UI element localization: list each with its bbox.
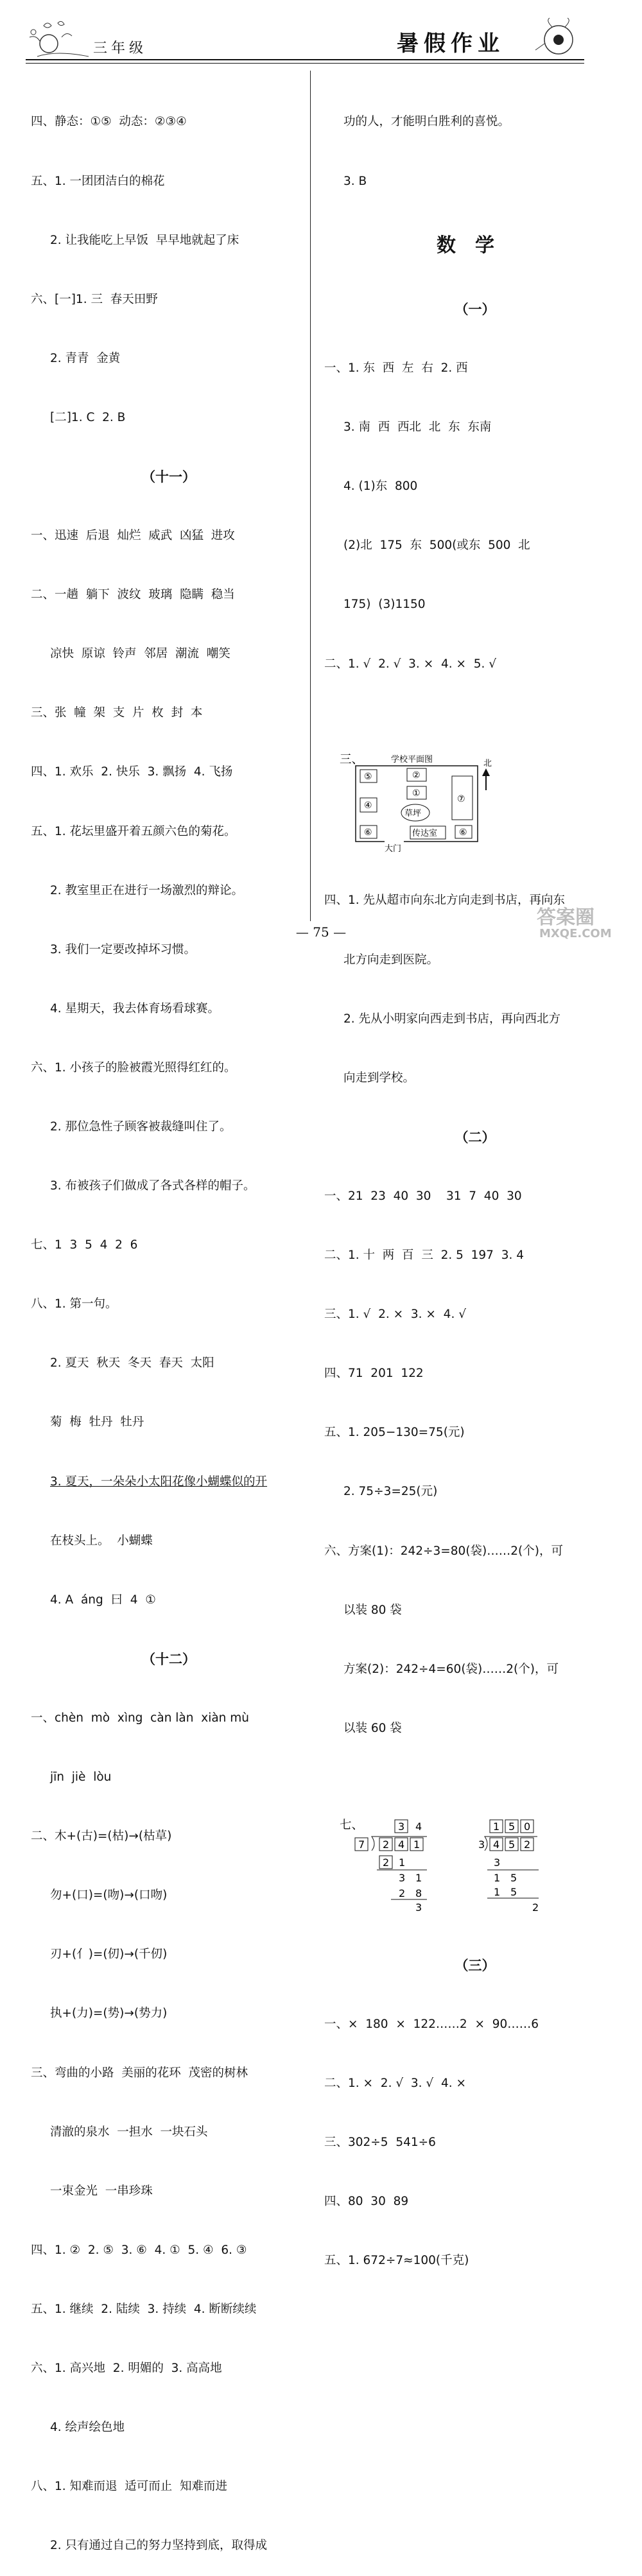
answer-line: 五、1. 继续 2. 陆续 3. 持续 4. 断断续续 (31, 2302, 257, 2316)
step-digit: 2 (398, 1887, 405, 1900)
answer-line: 三、1. √ 2. × 3. × 4. √ (324, 1308, 466, 1322)
bee-decoration-icon (533, 18, 584, 59)
quotient-digit: 3 (397, 1820, 404, 1833)
answer-line: 4. 绘声绘色地 (50, 2421, 125, 2435)
answer-line: 五、1. 672÷7≈100(千克) (324, 2254, 469, 2268)
answer-line: 4. (1)东 800 (343, 480, 418, 494)
left-column (31, 73, 307, 2576)
answer-line: 2. 75÷3=25(元) (343, 1485, 438, 1499)
answer-line: (2)北 175 东 500(或东 500 北 (343, 539, 530, 553)
school-map (340, 753, 641, 852)
flower-decoration-icon (24, 18, 89, 59)
dividend-digit: 2 (523, 1838, 530, 1851)
long-division-figure (324, 1798, 626, 1914)
answer-line: 功的人，才能明白胜利的喜悦。 (343, 115, 510, 129)
answer-line: 在枝头上。 小蝴蝶 (50, 1534, 153, 1548)
answer-line: 六、1. 小孩子的脸被霞光照得红红的。 (31, 1060, 236, 1075)
map-number: ⑥ (363, 827, 372, 838)
math-heading: 数学 (437, 234, 514, 257)
answer-line: 清澈的泉水 一担水 一块石头 (50, 2125, 208, 2139)
answer-line: 五、1. 花坛里盛开着五颜六色的菊花。 (31, 824, 236, 838)
answer-line: 3. 夏天，一朵朵小太阳花像小蝴蝶似的开 (50, 1474, 268, 1489)
map-gate-label: 大门 (384, 844, 401, 854)
quotient-digit: 5 (508, 1820, 515, 1833)
step-digit: 8 (415, 1887, 422, 1900)
book-title: 暑假作业 (397, 31, 505, 56)
answer-line: 六、[一]1. 三 春天田野 (31, 292, 158, 306)
answer-line: 3. 我们一定要改掉坏习惯。 (50, 942, 196, 956)
right-column (324, 73, 626, 2291)
answer-line: 四、71 201 122 (324, 1367, 424, 1381)
grade-label: 三年级 (93, 40, 148, 56)
step-digit: 3 (398, 1872, 405, 1885)
answer-line: 4. 星期天，我去体育场看球赛。 (50, 1001, 220, 1016)
answer-line: 六、1. 高兴地 2. 明媚的 3. 高高地 (31, 2361, 222, 2375)
map-north-label: 北 (483, 759, 492, 769)
answer-line: 执+(力)=(势)→(势力) (50, 2007, 168, 2021)
answer-line: 一、× 180 × 122……2 × 90……6 (324, 2017, 539, 2031)
dividend-digit: 4 (397, 1838, 404, 1851)
answer-line: 三、弯曲的小路 美丽的花环 茂密的树林 (31, 2066, 248, 2080)
dividend-digit: 1 (413, 1838, 420, 1851)
answer-line: 二、一趟 躺下 波纹 玻璃 隐瞒 稳当 (31, 588, 235, 602)
long-division (340, 1817, 641, 1916)
header-rule-thin (26, 63, 584, 64)
map-number: ⑥ (458, 827, 467, 838)
answer-line: 二、1. 十 两 百 三 2. 5 197 3. 4 (324, 1249, 525, 1263)
answer-line: 以装 60 袋 (343, 1721, 402, 1735)
column-divider (310, 71, 311, 921)
map-number: ② (412, 770, 421, 781)
answer-line: 一、chèn mò xìng càn làn xiàn mù (31, 1711, 250, 1725)
watermark-logo: 答案圈 (537, 906, 594, 929)
remainder-digit: 2 (532, 1901, 539, 1914)
answer-line: 2. 夏天 秋天 冬天 春天 太阳 (50, 1356, 214, 1370)
answer-line: 2. 那位急性子顾客被裁缝叫住了。 (50, 1120, 232, 1134)
step-digit: 5 (510, 1872, 517, 1885)
answer-line: 三、张 幢 架 支 片 枚 封 本 (31, 706, 203, 720)
page-header (0, 0, 642, 67)
answer-line: 四、1. 先从超市向东北方向走到书店，再向东 (324, 894, 566, 908)
answer-line: 刃+(亻)=(仞)→(千仞) (50, 1948, 168, 1962)
answer-line: 凉快 原谅 铃声 邻居 潮流 嘲笑 (50, 647, 230, 661)
answer-line: 八、1. 知难而退 适可而止 知难而进 (31, 2480, 228, 2494)
map-number: ⑦ (456, 794, 465, 805)
map-caption: 学校平面图 (390, 755, 433, 765)
answer-line: 二、1. × 2. √ 3. √ 4. × (324, 2076, 466, 2090)
answer-line: 四、静态：①⑤ 动态：②③④ (31, 115, 187, 129)
answer-line: 勿+(口)=(吻)→(口吻) (50, 1889, 168, 1903)
answer-line: 2. 让我能吃上早饭 早早地就起了床 (50, 233, 239, 247)
section-heading: （十二） (142, 1651, 196, 1667)
section-heading: （十一） (142, 469, 196, 485)
answer-line: 四、1. ② 2. ⑤ 3. ⑥ 4. ① 5. ④ 6. ③ (31, 2243, 247, 2257)
step-digit: 5 (510, 1886, 517, 1899)
answer-line: 向走到学校。 (343, 1071, 415, 1085)
answer-line: 七、1 3 5 4 2 6 (31, 1238, 138, 1252)
answer-line: 以装 80 袋 (343, 1603, 402, 1617)
section-heading: （一） (455, 302, 496, 317)
answer-line: 2. 先从小明家向西走到书店，再向西北方 (343, 1012, 561, 1026)
answer-line: 2. 只有通过自己的努力坚持到底，取得成 (50, 2539, 268, 2553)
quotient-digit: 4 (415, 1820, 422, 1833)
answer-line: 175) (3)1150 (343, 598, 426, 612)
header-rule (26, 59, 584, 60)
step-digit: 1 (493, 1872, 500, 1885)
answer-line: 二、木+(古)=(枯)→(枯草) (31, 1829, 172, 1844)
answer-line: 3. B (343, 174, 367, 188)
section-heading: （三） (455, 1957, 496, 1973)
answer-line: 一、21 23 40 30 31 7 40 30 (324, 1189, 522, 1203)
answer-line: 北方向走到医院。 (343, 953, 439, 967)
division-prefix: 七、 (339, 1819, 363, 1833)
dividend-digit: 2 (382, 1838, 389, 1851)
answer-line: 一、迅速 后退 灿烂 威武 凶猛 进攻 (31, 529, 235, 543)
watermark-url: MXQE.COM (539, 927, 612, 940)
answer-line: 一、1. 东 西 左 右 2. 西 (324, 361, 468, 376)
answer-line: 3. 南 西 西北 北 东 东南 (343, 420, 492, 435)
answer-line: 五、1. 一团团洁白的棉花 (31, 174, 165, 188)
answer-line: 4. A áng 曰 4 ① (50, 1593, 156, 1607)
answer-line: 四、80 30 89 (324, 2195, 409, 2209)
step-digit: 1 (415, 1872, 422, 1885)
map-guard-label: 传达室 (412, 829, 437, 839)
answer-line: jīn jiè lòu (50, 1770, 112, 1785)
answer-line: 八、1. 第一句。 (31, 1297, 117, 1311)
answer-line: 2. 教室里正在进行一场激烈的辩论。 (50, 883, 244, 897)
answer-line: 六、方案(1)：242÷3=80(袋)……2(个)，可 (324, 1544, 563, 1558)
step-digit: 2 (382, 1856, 389, 1869)
answer-line: 二、1. √ 2. √ 3. × 4. × 5. √ (324, 657, 497, 671)
page-number: — 75 — (295, 924, 347, 940)
school-map-figure (324, 733, 626, 854)
answer-line: 三、302÷5 541÷6 (324, 2135, 436, 2149)
step-digit: 1 (398, 1856, 405, 1869)
step-digit: 1 (493, 1886, 500, 1899)
answer-line: 3. 布被孩子们做成了各式各样的帽子。 (50, 1179, 256, 1193)
answer-line: 一束金光 一串珍珠 (50, 2184, 153, 2198)
remainder-digit: 3 (415, 1901, 422, 1914)
quotient-digit: 1 (492, 1820, 499, 1833)
divisor-digit: 3 (478, 1838, 485, 1851)
quotient-digit: 0 (523, 1820, 530, 1833)
answer-line: 五、1. 205−130=75(元) (324, 1426, 465, 1440)
divisor-digit: 7 (358, 1838, 365, 1851)
answer-line: 2. 青青 金黄 (50, 351, 121, 365)
section-heading: （二） (455, 1129, 496, 1145)
dividend-digit: 4 (492, 1838, 499, 1851)
answer-line: [二]1. C 2. B (50, 410, 126, 424)
answer-line: 方案(2)：242÷4=60(袋)……2(个)，可 (343, 1662, 559, 1676)
map-number: ① (412, 788, 421, 799)
map-prefix: 三、 (339, 753, 363, 767)
dividend-digit: 5 (508, 1838, 515, 1851)
answer-line: 菊 梅 牡丹 牡丹 (50, 1415, 144, 1430)
map-lawn-label: 草坪 (404, 809, 421, 819)
step-digit: 3 (493, 1856, 500, 1869)
answer-line: 四、1. 欢乐 2. 快乐 3. 飘扬 4. 飞扬 (31, 765, 233, 779)
map-number: ⑤ (363, 772, 372, 782)
map-number: ④ (363, 800, 372, 811)
